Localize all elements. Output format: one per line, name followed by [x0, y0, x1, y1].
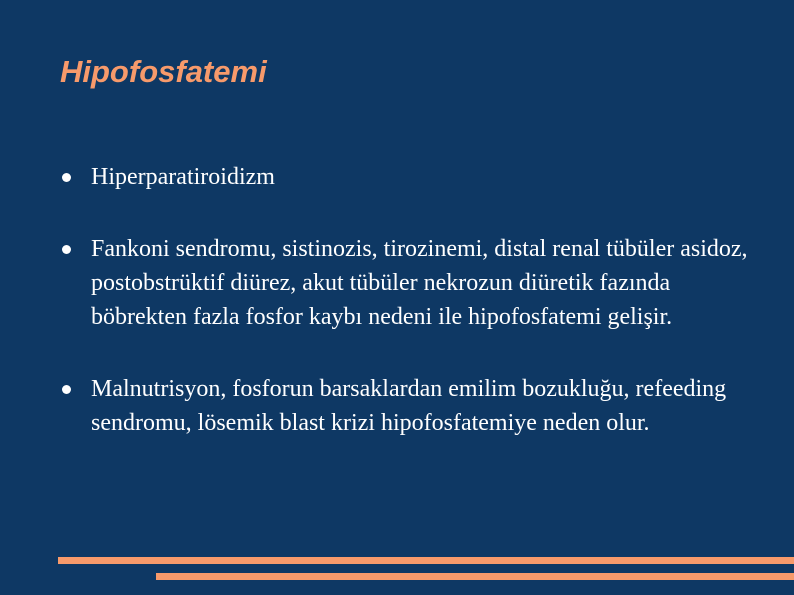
- bullet-text: Malnutrisyon, fosforun barsaklardan emilim bozukluğu, refeeding sendromu, lösemik blast krizi hipofosfatemiye neden olur.: [91, 376, 727, 436]
- bullet-list: [62, 160, 762, 440]
- bullet-dot-icon: [62, 245, 71, 254]
- bullet-text: Fankoni sendromu, sistinozis, tirozinemi, distal renal tübüler asidoz, postobstrüktif diürez, akut tübüler nekrozun diüretik fazında böbrekten fazla fosfor kaybı nedeni ile hipofosfatemi gelişir.: [91, 236, 748, 330]
- bullet-text: Hiperparatiroidizm: [91, 164, 275, 190]
- bullet-dot-icon: [62, 385, 71, 394]
- bullet-dot-icon: [62, 173, 71, 182]
- decorative-bar-short: [156, 573, 794, 580]
- decorative-bar-long: [58, 557, 794, 564]
- bullet-item: [62, 372, 762, 440]
- bullet-item: [62, 232, 762, 334]
- slide-title: Hipofosfatemi: [60, 54, 267, 89]
- bullet-item: [62, 160, 762, 194]
